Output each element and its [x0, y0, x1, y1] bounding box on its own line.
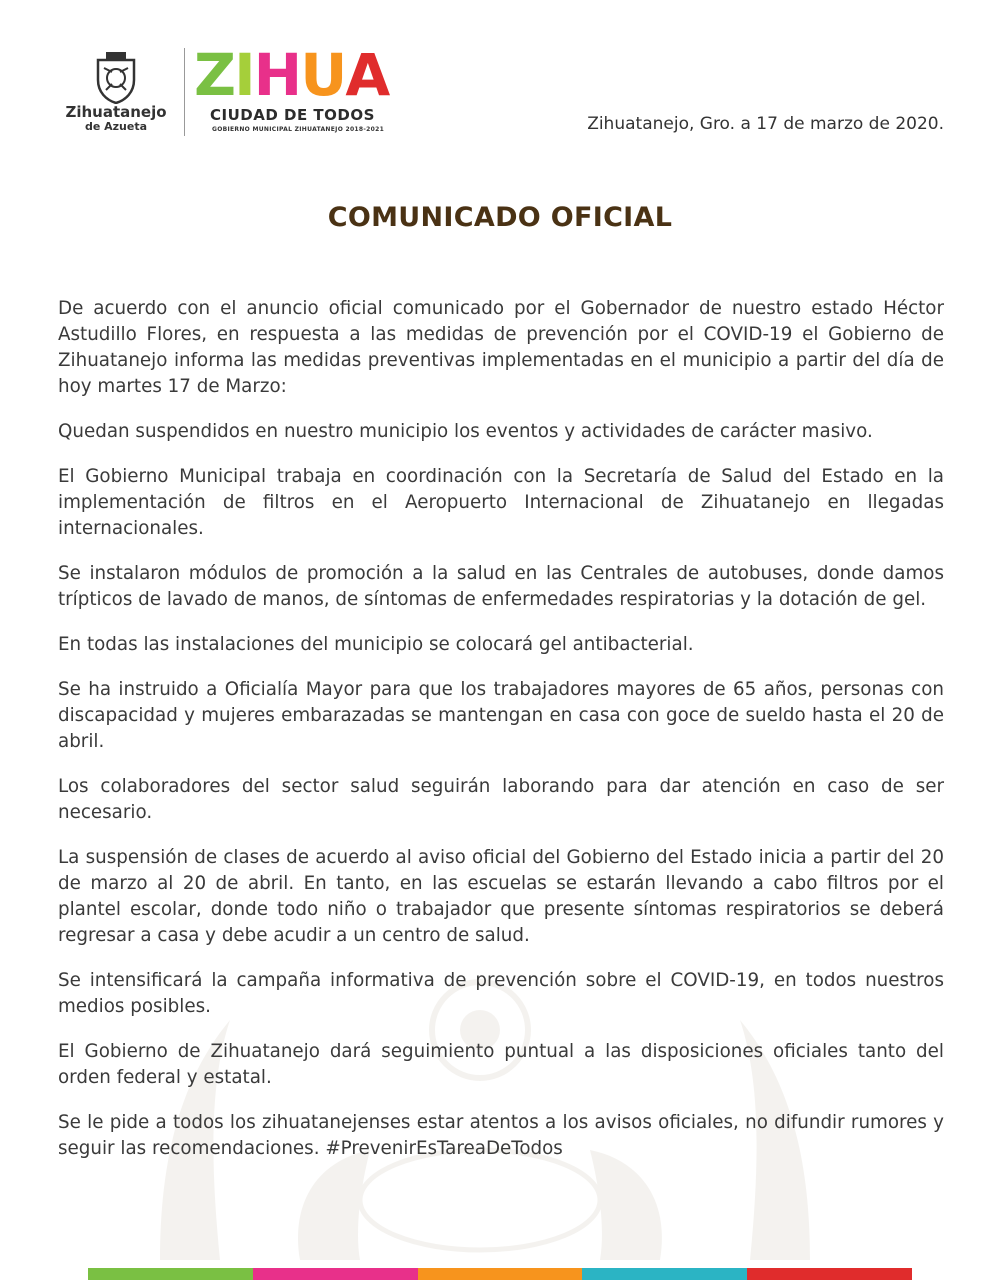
zihua-wordmark	[194, 41, 389, 109]
zihua-logo	[194, 41, 404, 140]
coat-of-arms-icon	[92, 50, 140, 104]
document-date: Zihuatanejo, Gro. a 17 de marzo de 2020.	[587, 114, 944, 134]
color-segment	[253, 1268, 418, 1280]
footer-color-bar	[88, 1268, 912, 1280]
seal-name: Zihuatanejo	[65, 103, 167, 121]
brand-letter: H	[253, 41, 301, 109]
color-segment	[88, 1268, 253, 1280]
body-paragraph: La suspensión de clases de acuerdo al aviso oficial del Gobierno del Estado inicia a partir del 20 de marzo al 20 de abril. En tanto, en las escuelas se estarán llevando a cabo filtros por el plantel escolar, donde todo niño o trabajador que presente síntomas respiratorios se deberá regresar a casa y debe acudir a un centro de salud.	[58, 847, 944, 946]
brand-tagline: CIUDAD DE TODOS	[210, 106, 375, 124]
body-paragraph: Los colaboradores del sector salud seguirán laborando para dar atención en caso de ser necesario.	[58, 776, 944, 823]
body-paragraph: De acuerdo con el anuncio oficial comunicado por el Gobernador de nuestro estado Héctor Astudillo Flores, en respuesta a las medidas de prevención por el COVID-19 el Gobierno de Zihuatanejo informa las medidas preventivas implementadas en el municipio a partir del día de hoy martes 17 de Marzo:	[58, 298, 944, 397]
body-paragraph: El Gobierno de Zihuatanejo dará seguimiento puntual a las disposiciones oficiales tanto del orden federal y estatal.	[58, 1041, 944, 1088]
body-paragraph: Se instalaron módulos de promoción a la salud en las Centrales de autobuses, donde damos trípticos de lavado de manos, de síntomas de enfermedades respiratorias y la dotación de gel.	[58, 563, 944, 610]
brand-administration: GOBIERNO MUNICIPAL ZIHUATANEJO 2018-2021	[212, 126, 385, 133]
municipal-seal	[56, 44, 176, 140]
color-segment	[418, 1268, 583, 1280]
document-body	[58, 296, 944, 1181]
body-paragraph: Se le pide a todos los zihuatanejenses estar atentos a los avisos oficiales, no difundir rumores y seguir las recomendaciones. #PrevenirEsTareaDeTodos	[58, 1112, 944, 1159]
body-paragraph: Quedan suspendidos en nuestro municipio los eventos y actividades de carácter masivo.	[58, 421, 873, 442]
brand-letter: U	[300, 41, 346, 109]
letterhead	[56, 41, 946, 144]
brand-letter: I	[234, 41, 254, 109]
body-paragraph: En todas las instalaciones del municipio se colocará gel antibacterial.	[58, 634, 694, 655]
color-segment	[582, 1268, 747, 1280]
header-divider	[184, 48, 185, 136]
brand-letter: A	[345, 41, 389, 109]
body-paragraph: Se intensificará la campaña informativa de prevención sobre el COVID-19, en todos nuestros medios posibles.	[58, 970, 944, 1017]
document-title: COMUNICADO OFICIAL	[327, 202, 673, 233]
brand-letter: Z	[194, 41, 235, 109]
body-paragraph: El Gobierno Municipal trabaja en coordinación con la Secretaría de Salud del Estado en la implementación de filtros en el Aeropuerto Internacional de Zihuatanejo en llegadas internacionales.	[58, 466, 944, 539]
body-paragraph: Se ha instruido a Oficialía Mayor para que los trabajadores mayores de 65 años, personas con discapacidad y mujeres embarazadas se mantengan en casa con goce de sueldo hasta el 20 de abril.	[58, 679, 944, 752]
color-segment	[747, 1268, 912, 1280]
seal-subtitle: de Azueta	[84, 120, 148, 133]
